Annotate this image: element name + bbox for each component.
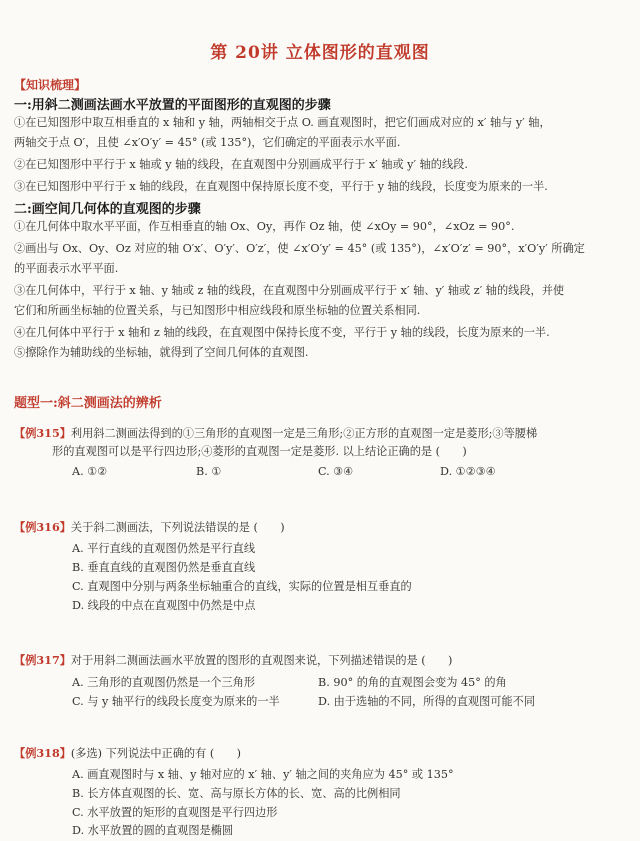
type1-title: 题型一:斜二测画法的辨析 <box>14 396 162 411</box>
option-b: B. ① <box>196 465 222 478</box>
option-d: D. 线段的中点在直观图中仍然是中点 <box>72 599 256 612</box>
option-c: C. ③④ <box>318 465 354 478</box>
option-a: A. 三角形的直观图仍然是一个三角形 <box>72 676 256 689</box>
example-text: 关于斜二测画法，下列说法错误的是 ( ) <box>70 521 285 534</box>
option-a: A. 画直观图时与 x 轴、y 轴对应的 x′ 轴、y′ 轴之间的夹角应为 45° 或 135° <box>72 768 454 781</box>
example-317-stem <box>14 651 626 670</box>
option-c: C. 与 y 轴平行的线段长度变为原来的一半 <box>72 695 280 708</box>
section2-line: ③在几何体中，平行于 x 轴、y 轴或 z 轴的线段，在直观图中分别画成平行于 x′ 轴、y′ 轴或 z′ 轴的线段，并使 <box>14 284 565 297</box>
option-c: C. 水平放置的矩形的直观图是平行四边形 <box>72 806 278 819</box>
section2-line: 的平面表示水平平面. <box>14 262 119 275</box>
example-label: 【例318】 <box>14 746 71 760</box>
example-label: 【例315】 <box>14 426 71 440</box>
section2-line: ①在几何体中取水平平面，作互相垂直的轴 Ox、Oy，再作 Oz 轴，使 ∠xOy = 90°，∠xOz = 90°. <box>14 220 515 233</box>
example-318-stem <box>14 744 626 763</box>
section1-line: ①在已知图形中取互相垂直的 x 轴和 y 轴，两轴相交于点 O. 画直观图时，把它们画成对应的 x′ 轴与 y′ 轴， <box>14 116 551 129</box>
example-315-stem <box>14 424 626 443</box>
example-315-stem-cont: 形的直观图可以是平行四边形;④菱形的直观图一定是菱形. 以上结论正确的是 ( ) <box>52 445 467 458</box>
option-a: A. ①② <box>72 465 108 478</box>
example-text: 对于用斜二测画法画水平放置的图形的直观图来说，下列描述错误的是 ( ) <box>70 654 453 667</box>
section1-line: 两轴交于点 O′，且使 ∠x′O′y′ = 45° (或 135°)，它们确定的平面表示水平面. <box>14 136 401 149</box>
section1-line: ②在已知图形中平行于 x 轴或 y 轴的线段，在直观图中分别画成平行于 x′ 轴或 y′ 轴的线段. <box>14 158 468 171</box>
example-label: 【例317】 <box>14 653 71 667</box>
option-c: C. 直观图中分别与两条坐标轴重合的直线，实际的位置是相互垂直的 <box>72 580 412 593</box>
section1-line: ③在已知图形中平行于 x 轴的线段，在直观图中保持原长度不变，平行于 y 轴的线段，长度变为原来的一半. <box>14 180 548 193</box>
section2-line: 它们和所画坐标轴的位置关系，与已知图形中相应线段和原坐标轴的位置关系相同. <box>14 304 421 317</box>
section1-heading: 一:用斜二测画法画水平放置的平面图形的直观图的步骤 <box>14 98 331 113</box>
option-b: B. 90° 的角的直观图会变为 45° 的角 <box>318 676 507 689</box>
example-text: (多选) 下列说法中正确的有 ( ) <box>70 747 241 760</box>
section2-line: ⑤擦除作为辅助线的坐标轴，就得到了空间几何体的直观图. <box>14 346 309 359</box>
section2-line: ②画出与 Ox、Oy、Oz 对应的轴 O′x′、O′y′、O′z′，使 ∠x′O′y′ = 45° (或 135°)，∠x′O′z′ = 90°，x′O′y′ 所确定 <box>14 242 585 255</box>
option-b: B. 长方体直观图的长、宽、高与原长方体的长、宽、高的比例相同 <box>72 787 401 800</box>
example-label: 【例316】 <box>14 520 71 534</box>
option-b: B. 垂直直线的直观图仍然是垂直直线 <box>72 561 256 574</box>
section2-line: ④在几何体中平行于 x 轴和 z 轴的线段，在直观图中保持长度不变，平行于 y 轴的线段，长度为原来的一半. <box>14 326 550 339</box>
example-text: 利用斜二测画法得到的①三角形的直观图一定是三角形;②正方形的直观图一定是菱形;③等腰梯 <box>70 427 538 440</box>
option-d: D. ①②③④ <box>440 465 496 478</box>
lesson-title: 第 20讲 立体图形的直观图 <box>210 43 430 63</box>
option-d: D. 水平放置的圆的直观图是椭圆 <box>72 824 234 837</box>
section2-heading: 二:画空间几何体的直观图的步骤 <box>14 202 201 217</box>
knowledge-tag: 【知识梳理】 <box>14 78 87 92</box>
option-d: D. 由于选轴的不同，所得的直观图可能不同 <box>318 695 536 708</box>
option-a: A. 平行直线的直观图仍然是平行直线 <box>72 542 256 555</box>
example-316-stem <box>14 518 626 537</box>
